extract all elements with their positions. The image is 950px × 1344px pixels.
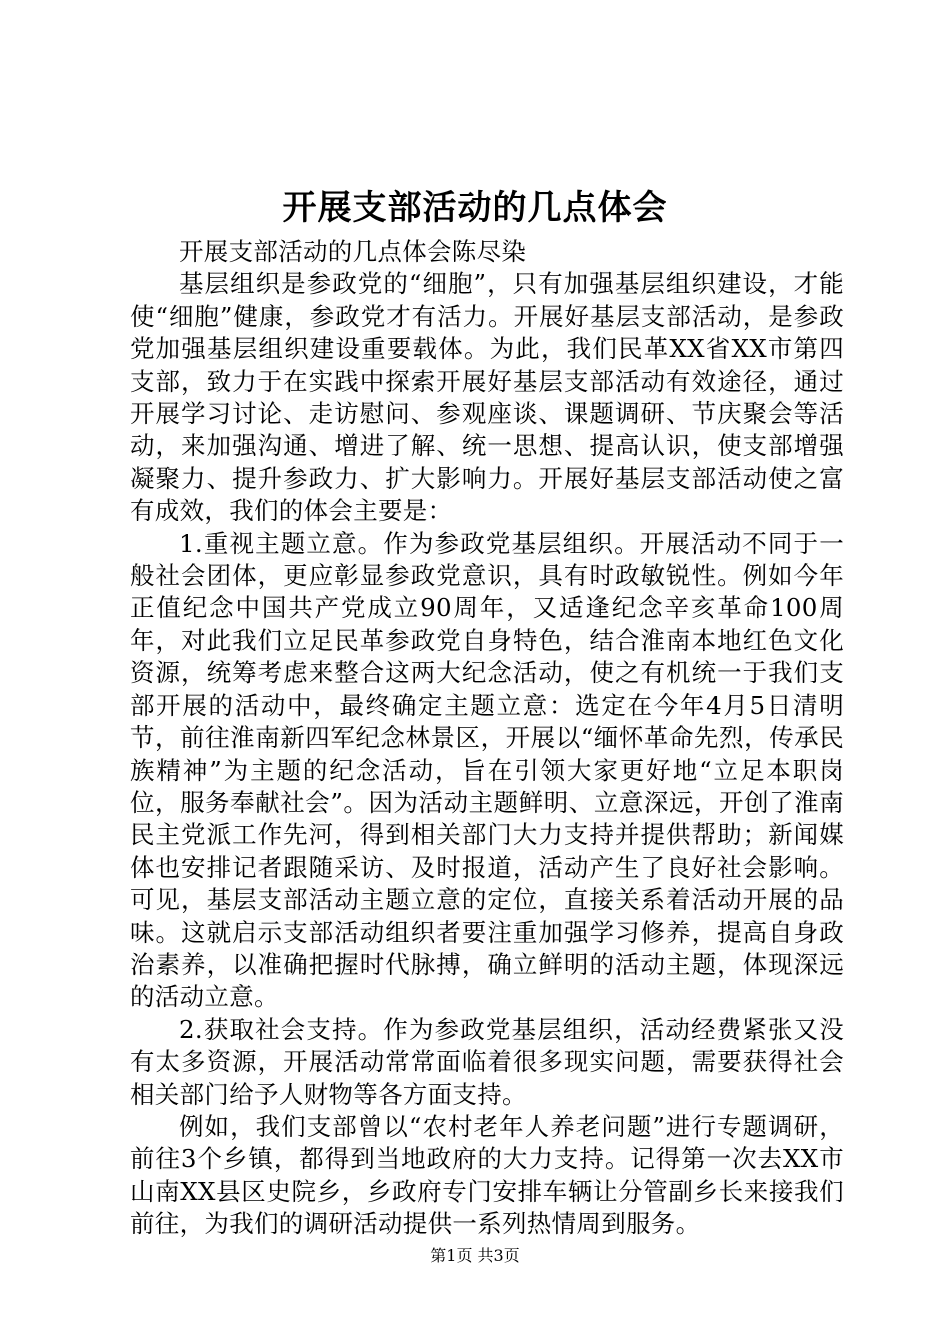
paragraph-point-1: 1.重视主题立意。作为参政党基层组织。开展活动不同于一般社会团体，更应彰显参政党意识，具有时政敏锐性。例如今年正值纪念中国共产党成立90周年，又适逢纪念辛亥革命100周年，对此我们立足民革参政党自身特色，结合淮南本地红色文化资源，统筹考虑来整合这两大纪念活动，使之有机统一于我们支部开展的活动中，最终确定主题立意：选定在今年4月5日清明节，前往淮南新四军纪念林景区，开展以“缅怀革命先烈，传承民族精神”为主题的纪念活动，旨在引领大家更好地“立足本职岗位，服务奉献社会”。因为活动主题鲜明、立意深远，开创了淮南民主党派工作先河，得到相关部门大力支持并提供帮助；新闻媒体也安排记者跟随采访、及时报道，活动产生了良好社会影响。可见，基层支部活动主题立意的定位，直接关系着活动开展的品味。这就启示支部活动组织者要注重加强学习修养，提高自身政治素养，以准确把握时代脉搏，确立鲜明的活动主题，体现深远的活动立意。 (130, 528, 844, 1012)
document-body (130, 236, 844, 1241)
document-title: 开展支部活动的几点体会 (282, 188, 668, 228)
page-number-footer: 第1页 共3页 (430, 1246, 520, 1265)
paragraph-subtitle: 开展支部活动的几点体会陈尽染 (179, 237, 527, 266)
paragraph-example: 例如，我们支部曾以“农村老年人养老问题”进行专题调研，前往3个乡镇，都得到当地政府的大力支持。记得第一次去XX市山南XX县区史院乡，乡政府专门安排车辆让分管副乡长来接我们前往，为我们的调研活动提供一系列热情周到服务。 (130, 1111, 844, 1239)
paragraph-point-2: 2.获取社会支持。作为参政党基层组织，活动经费紧张又没有太多资源，开展活动常常面临着很多现实问题，需要获得社会相关部门给予人财物等各方面支持。 (130, 1014, 844, 1109)
paragraph-intro: 基层组织是参政党的“细胞”，只有加强基层组织建设，才能使“细胞”健康，参政党才有活力。开展好基层支部活动，是参政党加强基层组织建设重要载体。为此，我们民革XX省XX市第四支部，致力于在实践中探索开展好基层支部活动有效途径，通过开展学习讨论、走访慰问、参观座谈、课题调研、节庆聚会等活动，来加强沟通、增进了解、统一思想、提高认识，使支部增强凝聚力、提升参政力、扩大影响力。开展好基层支部活动使之富有成效，我们的体会主要是： (130, 269, 844, 526)
